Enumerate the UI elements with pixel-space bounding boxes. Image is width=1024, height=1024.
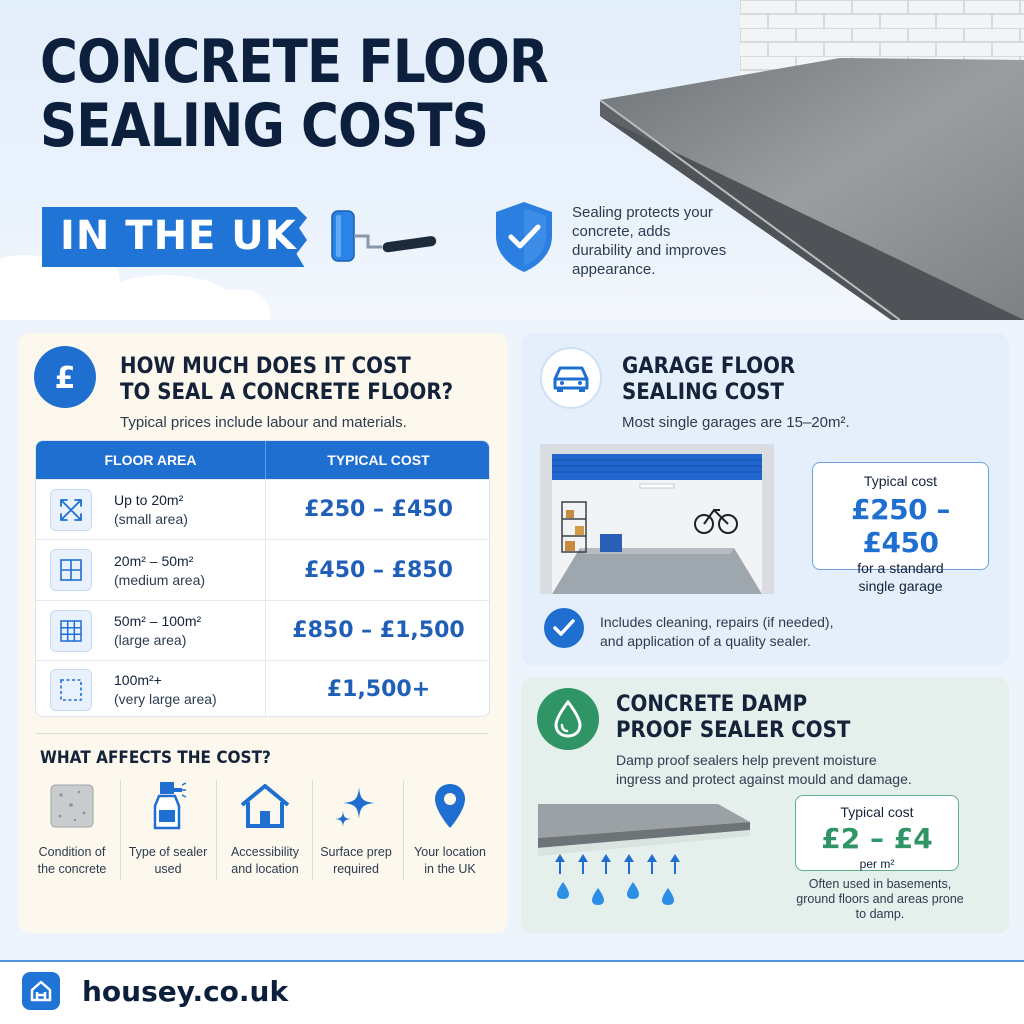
table-row [36, 479, 490, 539]
factor-condition [24, 778, 120, 888]
garage-title-line-1: GARAGE FLOOR [622, 354, 796, 379]
expand-arrows-icon [50, 489, 92, 531]
water-drop-icon [537, 688, 599, 750]
concrete-tile-icon [24, 778, 120, 834]
factors-title: WHAT AFFECTS THE COST? [40, 748, 271, 768]
area-description: (very large area) [114, 691, 217, 707]
pound-icon [34, 346, 96, 408]
garage-cost-sub-1: for a standard [857, 560, 944, 576]
section-divider [36, 733, 488, 734]
damp-subtitle-line-2: ingress and protect against mould and damage. [616, 771, 912, 787]
title-line-1: CONCRETE FLOOR [40, 27, 548, 97]
svg-text:£: £ [54, 361, 76, 395]
table-row [36, 660, 490, 717]
cost-value: £850 – £1,500 [292, 618, 465, 643]
paint-roller-icon [322, 205, 442, 275]
shield-check-icon [492, 200, 556, 274]
garage-title [622, 354, 795, 406]
factor-surface-prep [308, 778, 404, 888]
factor-label: Type of sealer [128, 845, 208, 859]
area-description: (large area) [114, 632, 187, 648]
garage-title-line-2: SEALING COST [622, 380, 784, 405]
garage-includes-note [600, 613, 860, 651]
area-label: 50m² – 100m² [114, 613, 202, 629]
damp-cost-unit: per m² [859, 857, 895, 871]
garage-cost-box [812, 462, 989, 594]
cost-value: £1,500+ [326, 677, 431, 702]
includes-line-1: Includes cleaning, repairs (if needed), [600, 614, 834, 630]
damp-cost-box [795, 795, 959, 871]
cost-value: £450 – £850 [304, 557, 453, 583]
factor-label: in the UK [424, 862, 476, 876]
uk-banner-text: IN THE UK [60, 213, 297, 259]
area-description: (medium area) [114, 571, 206, 588]
factor-label: and location [231, 862, 299, 876]
factor-label: required [333, 862, 379, 876]
housey-logo-icon [22, 972, 60, 1010]
damp-subtitle [616, 751, 912, 789]
includes-line-2: and application of a quality sealer. [600, 633, 811, 649]
check-circle-icon [544, 608, 584, 648]
factor-label: Surface prep [320, 845, 392, 859]
factor-label: Condition of [38, 845, 106, 859]
column-header-typical-cost: TYPICAL COST [327, 452, 430, 468]
damp-title-line-2: PROOF SEALER COST [616, 718, 851, 743]
title-line-2: SEALING COSTS [40, 91, 489, 161]
damp-title-line-1: CONCRETE DAMP [616, 692, 808, 717]
car-icon [540, 347, 602, 409]
cost-section-title [120, 354, 453, 406]
garage-cost-label: Typical cost [863, 473, 938, 489]
damp-subtitle-line-1: Damp proof sealers help prevent moisture [616, 752, 877, 768]
damp-cost-label: Typical cost [840, 804, 914, 820]
cost-title-line-2: TO SEAL A CONCRETE FLOOR? [120, 380, 454, 405]
table-row [36, 539, 490, 600]
small-grid-icon [50, 549, 92, 591]
garage-subtitle: Most single garages are 15–20m². [622, 414, 850, 431]
page-title [40, 27, 556, 161]
cost-title-line-1: HOW MUCH DOES IT COST [120, 354, 411, 379]
damp-cost-value: £2 – £4 [821, 822, 933, 855]
concrete-slab-illustration [600, 0, 1024, 320]
factor-location [402, 778, 498, 888]
damp-title [616, 692, 850, 744]
garage-illustration [540, 444, 774, 594]
column-header-floor-area: FLOOR AREA [36, 441, 266, 479]
garage-cost-sub-2: single garage [858, 578, 943, 594]
hero-note: Sealing protects your concrete, adds durability and improves appearance. [572, 204, 727, 278]
cost-value: £250 – £450 [304, 497, 453, 522]
factor-label: the concrete [37, 862, 107, 876]
sparkle-icon [308, 778, 404, 834]
area-label: 100m²+ [114, 672, 162, 688]
factor-sealer-type [120, 778, 216, 888]
house-icon [217, 778, 313, 834]
area-label: Up to 20m² [114, 492, 184, 508]
table-header [36, 441, 490, 479]
damp-note: Often used in basements, ground floors and areas prone to damp. [796, 877, 964, 921]
large-grid-icon [50, 610, 92, 652]
spray-bottle-icon [120, 778, 216, 834]
factor-label: Accessibility [230, 845, 300, 859]
damp-proof-illustration [538, 800, 750, 915]
map-pin-icon [402, 778, 498, 834]
cost-table [35, 440, 490, 717]
factor-label: Your location [414, 845, 486, 859]
factor-accessibility [217, 778, 313, 888]
factor-label: used [154, 862, 182, 876]
table-row [36, 600, 490, 660]
dashed-square-icon [50, 669, 92, 711]
area-label: 20m² – 50m² [114, 552, 194, 569]
garage-cost-value: £250 – £450 [851, 493, 950, 559]
site-link[interactable]: housey.co.uk [82, 975, 289, 1008]
area-description: (small area) [114, 511, 188, 527]
cost-section-subtitle: Typical prices include labour and materials. [120, 414, 407, 431]
